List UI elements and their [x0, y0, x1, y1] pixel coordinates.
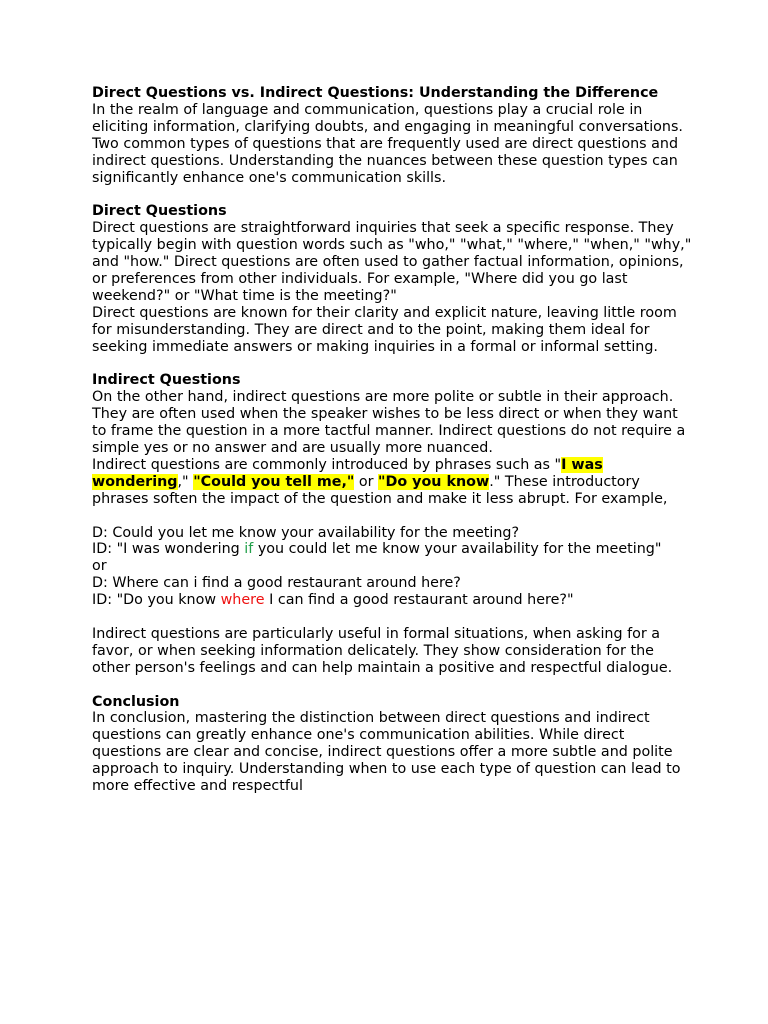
- where-word: where: [220, 592, 265, 609]
- text-run: or: [354, 473, 379, 490]
- if-word: if: [244, 541, 254, 558]
- conclusion-paragraph: In conclusion, mastering the distinction between direct questions and indirect questions can greatly enhance one's communication abilities. While direct questions are clear and concise, indirect questions offer a more subtle and polite approach to inquiry. Understanding when to use each type of question can lead to more effective and respectful: [92, 710, 681, 795]
- text-run: ." These introductory phrases soften the impact of the question and make it less abrupt. For example,: [92, 473, 668, 507]
- spacer: [92, 355, 692, 372]
- text-run: ID: "Do you know: [92, 592, 221, 609]
- example-2-indirect: [92, 592, 692, 609]
- spacer: [92, 186, 692, 203]
- document-page: [92, 85, 692, 795]
- indirect-questions-heading: Indirect Questions: [92, 372, 241, 389]
- text-run: ID: "I was wondering: [92, 541, 245, 558]
- example-1-indirect: [92, 541, 692, 558]
- direct-paragraph-2: Direct questions are known for their clarity and explicit nature, leaving little room for misunderstanding. They are direct and to the point, making them ideal for seeking immediate answers or making inquiries in a formal or informal setting.: [92, 304, 677, 355]
- indirect-paragraph-3: Indirect questions are particularly useful in formal situations, when asking for a favor, or when seeking information delicately. They show consideration for the other person's feelings and can help maintain a positive and respectful dialogue.: [92, 625, 673, 676]
- or-separator: or: [92, 558, 107, 575]
- spacer: [92, 508, 692, 525]
- example-1-direct: D: Could you let me know your availability for the meeting?: [92, 524, 520, 541]
- text-run: I can find a good restaurant around here?": [264, 592, 574, 609]
- highlighted-phrase-i-was-wondering: I was wondering: [92, 456, 603, 490]
- direct-questions-heading: Direct Questions: [92, 203, 227, 220]
- spacer: [92, 677, 692, 694]
- text-run: ,": [177, 473, 194, 490]
- text-run: Indirect questions are commonly introduced by phrases such as ": [92, 456, 562, 473]
- text-run: you could let me know your availability for the meeting": [253, 541, 662, 558]
- conclusion-heading: Conclusion: [92, 693, 180, 710]
- spacer: [92, 609, 692, 626]
- indirect-paragraph-1: On the other hand, indirect questions are more polite or subtle in their approach. They are often used when the speaker wishes to be less direct or when they want to frame the question in a more tactful manner. Indirect questions do not require a simple yes or no answer and are usually more nuanced.: [92, 389, 686, 456]
- direct-paragraph-1: Direct questions are straightforward inquiries that seek a specific response. They typically begin with question words such as "who," "what," "where," "when," "why," and "how." Direct questions are often used to gather factual information, opinions, or preferences from other individuals. For example, "Where did you go last weekend?" or "What time is the meeting?": [92, 220, 692, 304]
- indirect-paragraph-2: [92, 457, 692, 508]
- document-title: Direct Questions vs. Indirect Questions: Understanding the Difference: [92, 85, 659, 101]
- highlighted-phrase-could-you-tell-me: "Could you tell me,": [193, 473, 355, 490]
- highlighted-phrase-do-you-know: "Do you know: [378, 473, 490, 490]
- intro-paragraph: In the realm of language and communication, questions play a crucial role in eliciting information, clarifying doubts, and engaging in meaningful conversations. Two common types of questions that are frequently used are direct questions and indirect questions. Understanding the nuances between these question types can significantly enhance one's communication skills.: [92, 101, 683, 186]
- example-2-direct: D: Where can i find a good restaurant around here?: [92, 575, 461, 592]
